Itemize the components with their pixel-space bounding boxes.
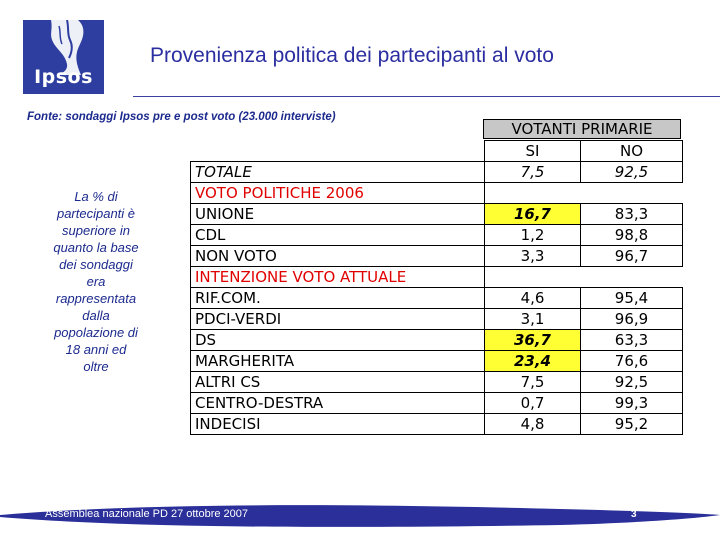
- cell-no: [581, 267, 683, 288]
- table-row: [191, 246, 683, 267]
- table-row: [191, 288, 683, 309]
- table-row: [191, 225, 683, 246]
- results-table: [190, 140, 683, 435]
- cell-si: 36,7: [485, 330, 581, 351]
- row-label: DS: [191, 330, 485, 351]
- row-label: VOTO POLITICHE 2006: [191, 183, 485, 204]
- cell-si: 7,5: [485, 162, 581, 183]
- ipsos-logo: [23, 20, 104, 94]
- row-label: CENTRO-DESTRA: [191, 393, 485, 414]
- column-header-si: SI: [485, 141, 581, 162]
- logo-text: Ipsos: [34, 66, 93, 88]
- cell-si: 0,7: [485, 393, 581, 414]
- cell-si: 4,8: [485, 414, 581, 435]
- row-label: CDL: [191, 225, 485, 246]
- table-row: [191, 309, 683, 330]
- footer-text: Assemblea nazionale PD 27 ottobre 2007: [45, 508, 249, 520]
- cell-no: 83,3: [581, 204, 683, 225]
- cell-no: 96,7: [581, 246, 683, 267]
- title-divider: [133, 96, 720, 97]
- row-label: ALTRI CS: [191, 372, 485, 393]
- cell-si: [485, 267, 581, 288]
- row-label: UNIONE: [191, 204, 485, 225]
- cell-no: 92,5: [581, 372, 683, 393]
- source-note: Fonte: sondaggi Ipsos pre e post voto (23.000 interviste): [27, 111, 336, 123]
- cell-si: 3,3: [485, 246, 581, 267]
- cell-no: [581, 183, 683, 204]
- table-row: [191, 162, 683, 183]
- column-header-row: [191, 141, 683, 162]
- note-line: oltre: [83, 359, 109, 374]
- note-line: rappresentata: [55, 291, 137, 306]
- table-row: [191, 351, 683, 372]
- cell-si: 16,7: [485, 204, 581, 225]
- cell-si: 3,1: [485, 309, 581, 330]
- row-label: NON VOTO: [191, 246, 485, 267]
- cell-no: 98,8: [581, 225, 683, 246]
- note-line: quanto la base: [53, 240, 139, 255]
- side-note: [22, 188, 170, 375]
- note-line: popolazione di: [54, 325, 138, 340]
- cell-no: 96,9: [581, 309, 683, 330]
- note-line: La % di: [74, 189, 118, 204]
- table-body: [191, 162, 683, 435]
- row-label: TOTALE: [191, 162, 485, 183]
- cell-no: 99,3: [581, 393, 683, 414]
- cell-si: 1,2: [485, 225, 581, 246]
- note-line: dalla: [82, 308, 110, 323]
- group-header: VOTANTI PRIMARIE: [483, 119, 681, 139]
- header-blank-cell: [191, 141, 485, 162]
- row-label: PDCI-VERDI: [191, 309, 485, 330]
- table-row: [191, 330, 683, 351]
- row-label: INDECISI: [191, 414, 485, 435]
- column-header-no: NO: [581, 141, 683, 162]
- cell-no: 95,2: [581, 414, 683, 435]
- page-title: Provenienza politica dei partecipanti al voto: [150, 44, 554, 67]
- table-row: [191, 372, 683, 393]
- table-row: [191, 183, 683, 204]
- cell-no: 95,4: [581, 288, 683, 309]
- cell-no: 76,6: [581, 351, 683, 372]
- cell-si: [485, 183, 581, 204]
- note-line: 18 anni ed: [65, 342, 127, 357]
- cell-no: 63,3: [581, 330, 683, 351]
- table-row: [191, 204, 683, 225]
- table-row: [191, 414, 683, 435]
- cell-si: 23,4: [485, 351, 581, 372]
- cell-si: 7,5: [485, 372, 581, 393]
- row-label: RIF.COM.: [191, 288, 485, 309]
- table-row: [191, 393, 683, 414]
- row-label: INTENZIONE VOTO ATTUALE: [191, 267, 485, 288]
- page-number: 3: [631, 509, 637, 520]
- note-line: era: [86, 274, 106, 289]
- footer-bar: [0, 497, 720, 537]
- row-label: MARGHERITA: [191, 351, 485, 372]
- note-line: dei sondaggi: [59, 257, 133, 272]
- note-line: partecipanti è: [56, 206, 136, 221]
- cell-si: 4,6: [485, 288, 581, 309]
- table-row: [191, 267, 683, 288]
- cell-no: 92,5: [581, 162, 683, 183]
- note-line: superiore in: [62, 223, 130, 238]
